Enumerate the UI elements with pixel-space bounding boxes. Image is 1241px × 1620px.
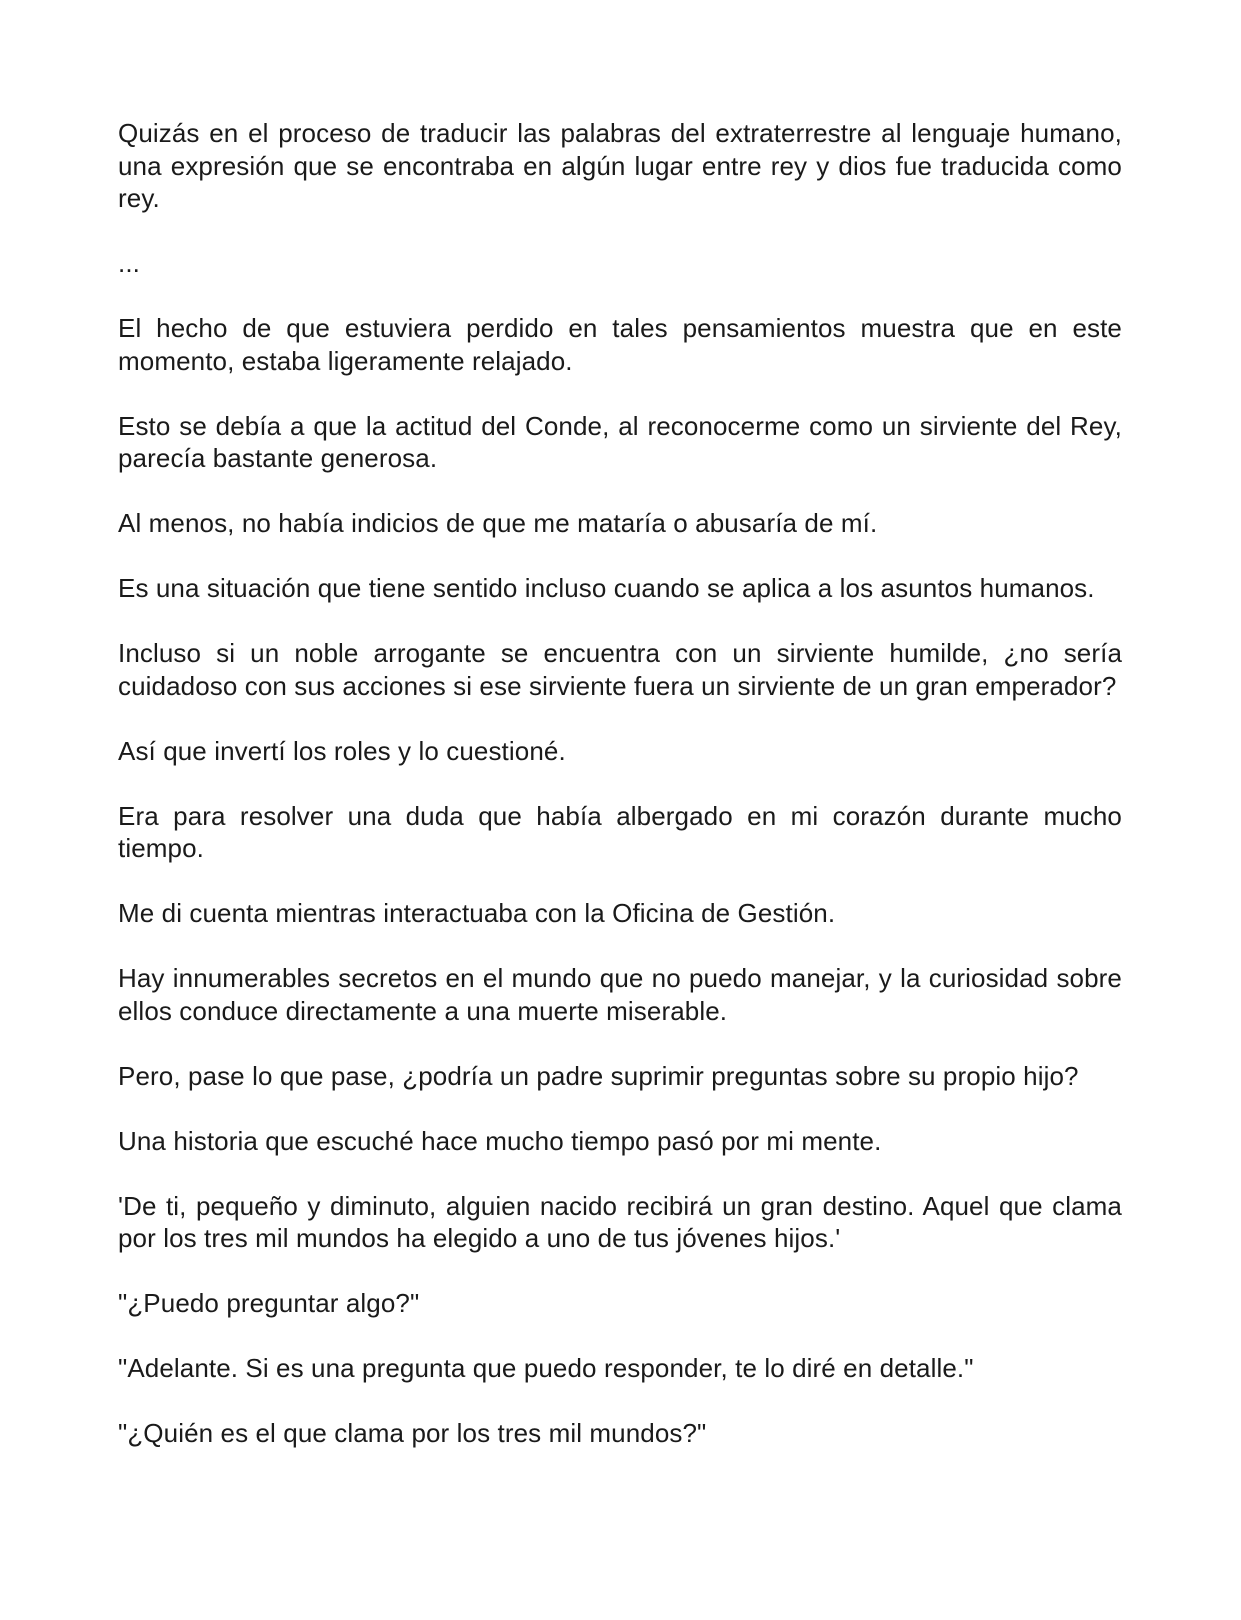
paragraph: Era para resolver una duda que había albergado en mi corazón durante mucho tiempo. (118, 800, 1122, 863)
paragraph: ... (118, 248, 140, 278)
paragraph: Así que invertí los roles y lo cuestioné. (118, 735, 566, 766)
paragraph: Incluso si un noble arrogante se encuentra con un sirviente humilde, ¿no sería cuidadoso con sus acciones si ese sirviente fuera un sirviente de un gran emperador? (118, 638, 1122, 701)
document-body (118, 117, 1122, 1482)
paragraph: Pero, pase lo que pase, ¿podría un padre suprimir preguntas sobre su propio hijo? (118, 1060, 1079, 1091)
paragraph: Hay innumerables secretos en el mundo que no puedo manejar, y la curiosidad sobre ellos conduce directamente a una muerte miserable. (118, 963, 1122, 1026)
paragraph: "¿Puedo preguntar algo?" (118, 1288, 420, 1318)
paragraph: Me di cuenta mientras interactuaba con la Oficina de Gestión. (118, 898, 836, 928)
paragraph: Es una situación que tiene sentido incluso cuando se aplica a los asuntos humanos. (118, 573, 1095, 603)
paragraph: Una historia que escuché hace mucho tiempo pasó por mi mente. (118, 1125, 882, 1156)
paragraph: "¿Quién es el que clama por los tres mil mundos?" (118, 1418, 707, 1448)
paragraph: El hecho de que estuviera perdido en tales pensamientos muestra que en este momento, estaba ligeramente relajado. (118, 313, 1122, 376)
paragraph: Quizás en el proceso de traducir las palabras del extraterrestre al lenguaje humano, una expresión que se encontraba en algún lugar entre rey y dios fue traducida como rey. (118, 118, 1122, 213)
paragraph: Al menos, no había indicios de que me mataría o abusaría de mí. (118, 508, 878, 538)
paragraph: Esto se debía a que la actitud del Conde, al reconocerme como un sirviente del Rey, parecía bastante generosa. (118, 410, 1122, 473)
paragraph: "Adelante. Si es una pregunta que puedo responder, te lo diré en detalle." (118, 1353, 974, 1383)
paragraph: 'De ti, pequeño y diminuto, alguien nacido recibirá un gran destino. Aquel que clama por los tres mil mundos ha elegido a uno de tus jóvenes hijos.' (118, 1190, 1122, 1253)
